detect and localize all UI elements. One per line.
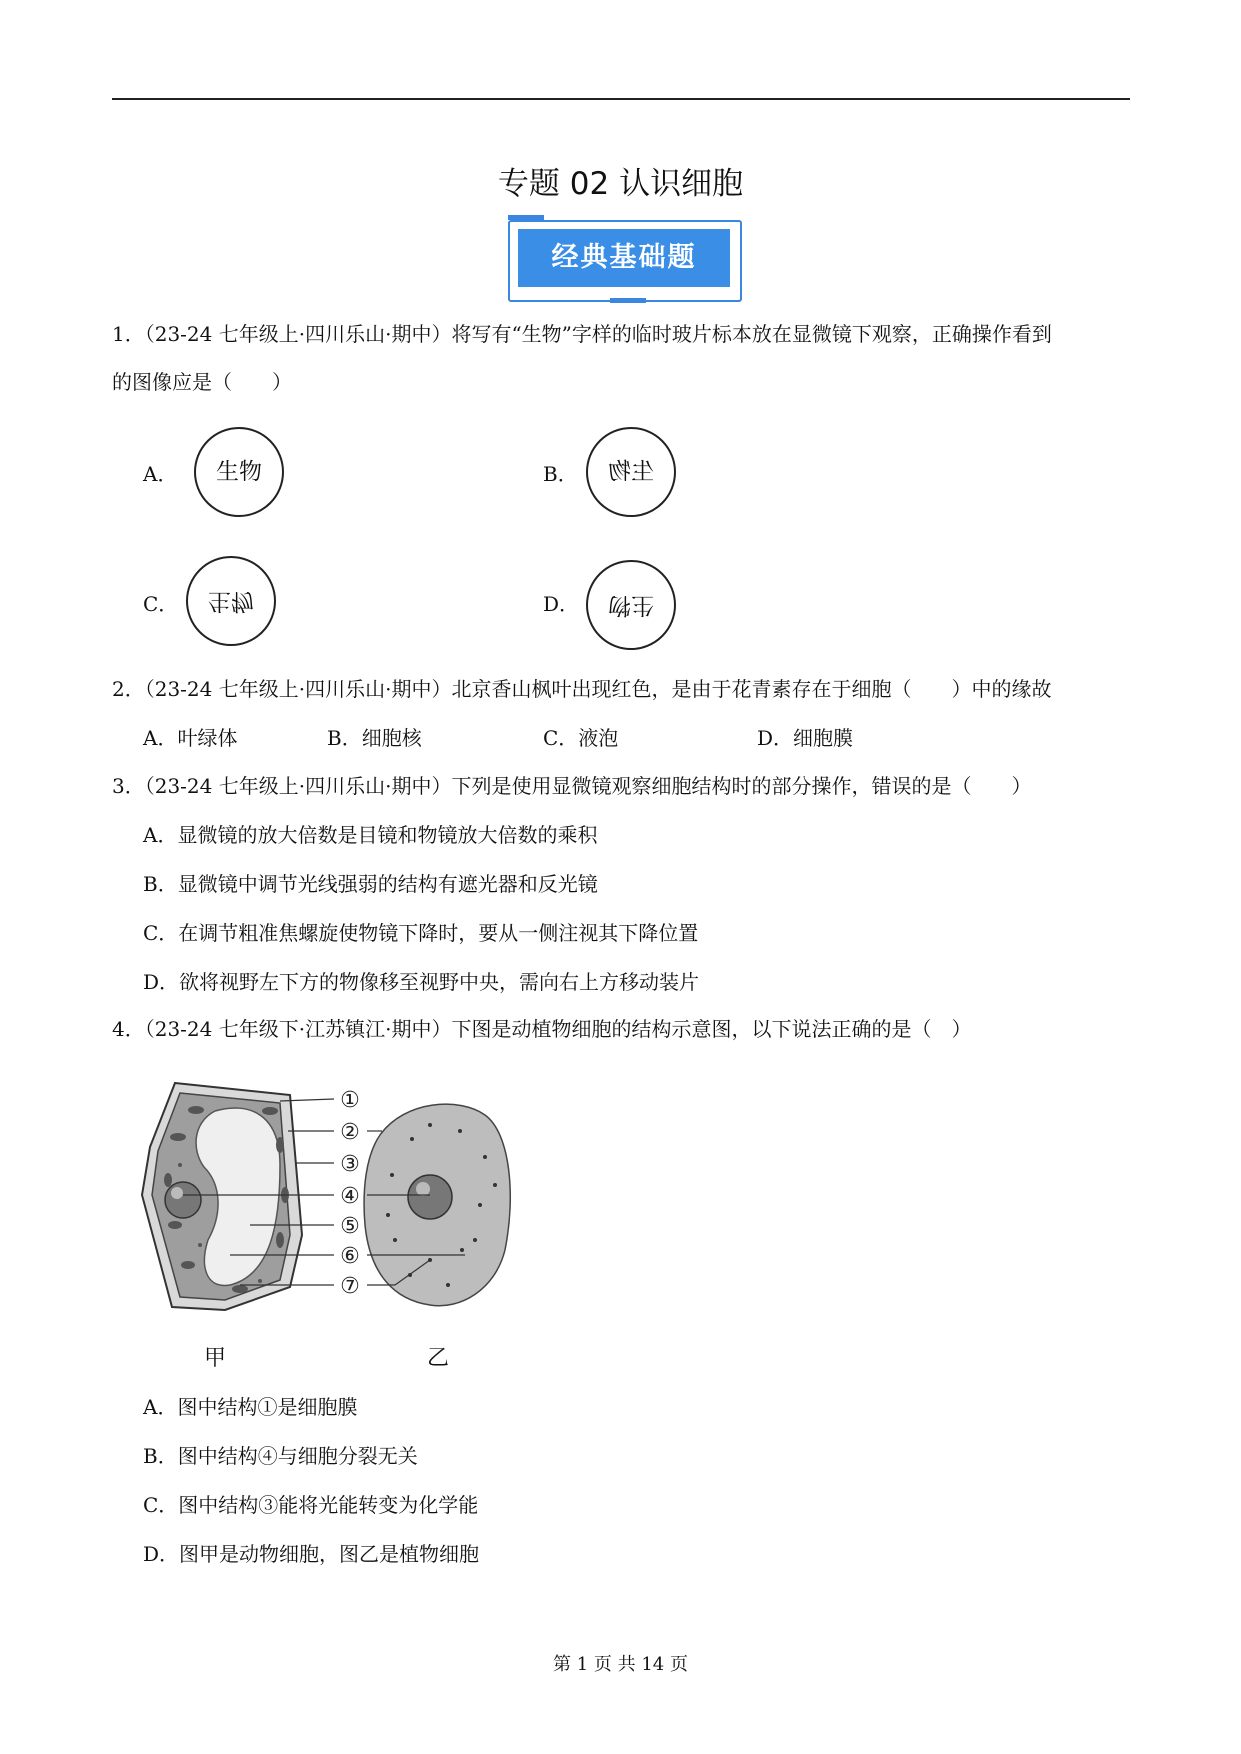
q2-option-d[interactable]: D．细胞膜 <box>757 726 854 750</box>
q4-option-a[interactable]: A．图中结构①是细胞膜 <box>143 1395 358 1419</box>
plant-nucleus <box>165 1182 201 1218</box>
page-footer: 第 1 页 共 14 页 <box>553 1654 688 1675</box>
q1-option-c-letter[interactable]: C． <box>143 592 179 616</box>
q1-option-d-letter[interactable]: D． <box>543 592 580 616</box>
label-6: ⑥ <box>340 1244 360 1269</box>
plant-cell-caption: 甲 <box>203 1346 227 1370</box>
header-rule <box>112 98 1130 100</box>
q2-option-c[interactable]: C．液泡 <box>543 726 619 750</box>
q3-option-a[interactable]: A．显微镜的放大倍数是目镜和物镜放大倍数的乘积 <box>143 823 598 847</box>
q1-option-c-text: 生物 <box>208 588 254 614</box>
badge-accent <box>508 215 544 220</box>
plant-cell <box>142 1083 302 1370</box>
q4-option-c[interactable]: C．图中结构③能将光能转变为化学能 <box>143 1493 479 1517</box>
q2-option-b[interactable]: B．细胞核 <box>327 726 422 750</box>
q3-stem: 3．（23-24 七年级上·四川乐山·期中）下列是使用显微镜观察细胞结构时的部分操作，错误的是（ ） <box>112 774 1032 798</box>
q1-option-c-image[interactable] <box>186 556 276 646</box>
q1-option-d-text: 生物 <box>608 592 654 618</box>
badge-accent <box>610 298 646 303</box>
q3-option-c[interactable]: C．在调节粗准焦螺旋使物镜下降时，要从一侧注视其下降位置 <box>143 921 699 945</box>
label-4: ④ <box>340 1184 360 1209</box>
q3-option-b[interactable]: B．显微镜中调节光线强弱的结构有遮光器和反光镜 <box>143 872 598 896</box>
animal-cell-caption: 乙 <box>426 1346 450 1370</box>
q1-option-a-image[interactable] <box>194 427 284 517</box>
q1-option-b-image[interactable] <box>586 427 676 517</box>
label-7: ⑦ <box>340 1274 360 1299</box>
q4-option-d[interactable]: D．图甲是动物细胞，图乙是植物细胞 <box>143 1542 480 1566</box>
q1-option-b-text: 生物 <box>608 459 654 485</box>
q1-option-a-text: 生物 <box>216 459 262 485</box>
section-badge <box>508 220 742 304</box>
q4-option-b[interactable]: B．图中结构④与细胞分裂无关 <box>143 1444 418 1468</box>
q1-option-a-letter[interactable]: A． <box>143 462 178 486</box>
page-title: 专题 02 认识细胞 <box>497 166 744 202</box>
q1-option-d-image[interactable] <box>586 560 676 650</box>
q4-stem: 4．（23-24 七年级下·江苏镇江·期中）下图是动植物细胞的结构示意图，以下说法正确的是（ ） <box>112 1017 972 1041</box>
cell-diagram <box>130 1075 570 1370</box>
label-3: ③ <box>340 1152 360 1177</box>
label-1: ① <box>340 1088 360 1113</box>
animal-nucleus <box>408 1175 452 1219</box>
q3-option-d[interactable]: D．欲将视野左下方的物像移至视野中央，需向右上方移动装片 <box>143 970 700 994</box>
q1-stem-line1: 1．（23-24 七年级上·四川乐山·期中）将写有“生物”字样的临时玻片标本放在显微镜下观察，正确操作看到 <box>112 322 1052 346</box>
badge-label: 经典基础题 <box>518 229 730 287</box>
label-2: ② <box>340 1120 360 1145</box>
animal-cell <box>364 1104 510 1370</box>
label-5: ⑤ <box>340 1214 360 1239</box>
q2-stem: 2．（23-24 七年级上·四川乐山·期中）北京香山枫叶出现红色，是由于花青素存在于细胞（ ）中的缘故 <box>112 677 1052 701</box>
q2-option-a[interactable]: A．叶绿体 <box>143 726 238 750</box>
q1-option-b-letter[interactable]: B． <box>543 462 578 486</box>
q1-stem-line2: 的图像应是（ ） <box>112 370 292 394</box>
